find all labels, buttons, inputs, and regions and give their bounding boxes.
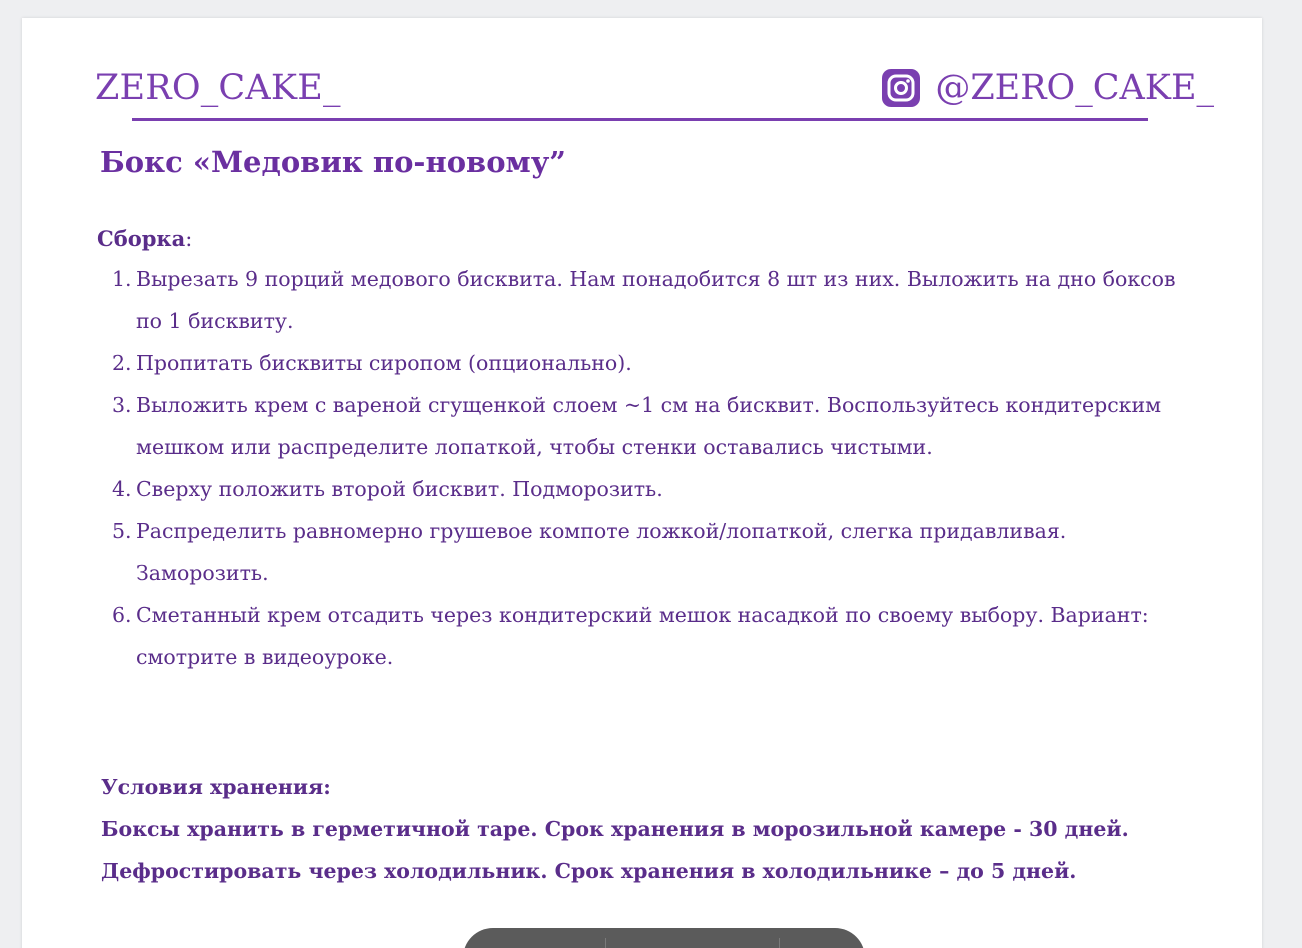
instagram-link: [881, 66, 1214, 110]
assembly-step: [112, 342, 1192, 384]
document-page: [22, 18, 1262, 948]
toolbar-separator: [779, 938, 780, 948]
assembly-step: [112, 468, 1192, 510]
storage-heading: Условия хранения:: [101, 775, 331, 799]
brand-name: ZERO_CAKE_: [95, 68, 341, 108]
step-text: Выложить крем с вареной сгущенкой слоем ~1 см на бисквит. Воспользуйтесь кондитерским мешком или распределите лопаткой, чтобы стенки оставались чистыми.: [136, 393, 1162, 459]
assembly-step: [112, 258, 1192, 342]
recipe-title: Бокс «Медовик по-новому”: [100, 145, 566, 179]
storage-line-fridge: Дефростировать через холодильник. Срок хранения в холодильнике – до 5 дней.: [101, 859, 1077, 883]
instagram-icon: [881, 68, 921, 108]
instagram-handle: @ZERO_CAKE_: [935, 68, 1214, 108]
step-number: 5.: [112, 519, 132, 543]
assembly-label: Сборка: [97, 226, 186, 251]
step-text: Сметанный крем отсадить через кондитерский мешок насадкой по своему выбору. Вариант: смотрите в видеоуроке.: [136, 603, 1149, 669]
step-text: Вырезать 9 порций медового бисквита. Нам понадобится 8 шт из них. Выложить на дно боксов по 1 бисквиту.: [136, 267, 1176, 333]
assembly-steps: [112, 258, 1192, 678]
assembly-step: [112, 594, 1192, 678]
storage-conditions: [101, 766, 1129, 892]
step-number: 6.: [112, 603, 132, 627]
step-number: 4.: [112, 477, 132, 501]
toolbar-separator: [605, 938, 606, 948]
storage-line-freezer: Боксы хранить в герметичной таре. Срок хранения в морозильной камере - 30 дней.: [101, 817, 1129, 841]
step-text: Сверху положить второй бисквит. Подморозить.: [136, 477, 663, 501]
step-text: Распределить равномерно грушевое компоте ложкой/лопаткой, слегка придавливая. Заморозить.: [136, 519, 1067, 585]
assembly-step: [112, 510, 1192, 594]
assembly-step: [112, 384, 1192, 468]
viewer-toolbar[interactable]: [463, 928, 865, 948]
step-text: Пропитать бисквиты сиропом (опционально).: [136, 351, 632, 375]
assembly-heading: [97, 224, 192, 254]
step-number: 2.: [112, 351, 132, 375]
step-number: 3.: [112, 393, 132, 417]
assembly-label-colon: :: [185, 227, 193, 251]
header-divider: [132, 118, 1148, 121]
step-number: 1.: [112, 267, 132, 291]
